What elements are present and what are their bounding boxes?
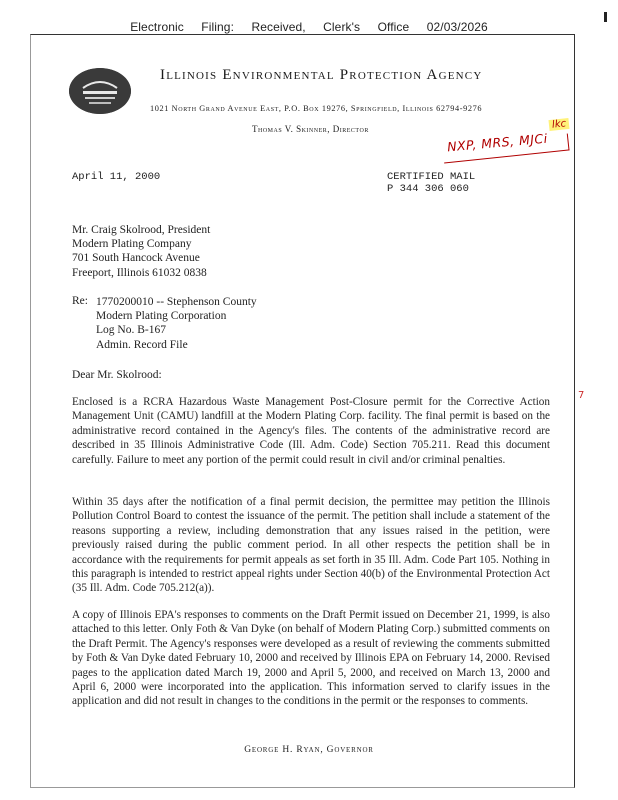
body-paragraph: Enclosed is a RCRA Hazardous Waste Management Post-Closure permit for the Corrective Action Management Unit (CAMU) landfill at the Modern Plating Corp. facility. The final permit is based on the administrative record contained in the Agency's files. The contents of the administrative record are described in 35 Illinois Administrative Code (Ill. Adm. Code) Section 705.211. Read this document carefully. Failure to meet any portion of the permit could result in civil and/or criminal penalties. xyxy=(72,396,550,466)
recipient-line: 701 South Hancock Avenue xyxy=(72,252,200,265)
re-line: Admin. Record File xyxy=(96,338,188,351)
agency-seal-icon xyxy=(69,68,131,114)
governor-footer: George H. Ryan, Governor xyxy=(244,745,374,755)
recipient-line: Mr. Craig Skolrood, President xyxy=(72,224,211,236)
salutation: Dear Mr. Skolrood: xyxy=(72,369,162,381)
handwritten-initials: lkc xyxy=(548,118,569,131)
recipient-address xyxy=(72,223,210,280)
filing-stamp: Electronic Filing: Received, Clerk's Office 02/03/2026 xyxy=(130,20,488,34)
recipient-line: Freeport, Illinois 61032 0838 xyxy=(72,266,207,279)
agency-director: Thomas V. Skinner, Director xyxy=(252,124,369,134)
re-line: Modern Plating Corporation xyxy=(96,310,227,323)
re-line: 1770200010 -- Stephenson County xyxy=(96,296,257,308)
letter-date: April 11, 2000 xyxy=(72,171,161,183)
handwritten-routing: NXP, MRS, MJCi xyxy=(446,130,549,155)
certified-mail-label: CERTIFIED MAIL xyxy=(387,171,476,183)
re-line: Log No. B-167 xyxy=(96,324,166,337)
body-paragraph: A copy of Illinois EPA's responses to comments on the Draft Permit issued on December 21, 1999, is also attached to this letter. Only Foth & Van Dyke (on behalf of Modern Plating Corp.) submitted comments on the Draft Permit. The Agency's responses were developed as a result of reviewing the comments submitted by Foth & Van Dyke dated February 10, 2000 and received by Illinois EPA on February 14, 2000. Revised pages to the application dated March 19, 2000 and April 5, 2000, and received on March 13, 2000 and April 6, 2000 were incorporated into the application. This information served to clarify issues in the application and did not result in changes to the conditions in the permit or the responses to comments. xyxy=(72,609,550,708)
agency-address: 1021 North Grand Avenue East, P.O. Box 19276, Springfield, Illinois 62794-9276 xyxy=(150,104,483,113)
re-label: Re: xyxy=(72,295,88,307)
re-block xyxy=(96,295,257,352)
certified-mail-number: P 344 306 060 xyxy=(387,183,469,195)
agency-name: Illinois Environmental Protection Agency xyxy=(160,67,483,83)
recipient-line: Modern Plating Company xyxy=(72,238,192,251)
body-paragraph: Within 35 days after the notification of a final permit decision, the permittee may petition the Illinois Pollution Control Board to contest the issuance of the permit. The petition shall include a statement of the reasons supporting a review, including demonstration that any issues raised in the petition, were previously raised during the public comment period. In all other respects the petition shall be in accordance with the requirements for permit appeals as set forth in 35 Ill. Adm. Code Part 105. Nothing in this paragraph is intended to restrict appeal rights under Section 40(b) of the Environmental Protection Act (35 Ill. Adm. Code 705.212(a)). xyxy=(72,496,550,595)
margin-mark: 7 xyxy=(578,390,585,401)
page-edge-mark xyxy=(604,12,607,22)
